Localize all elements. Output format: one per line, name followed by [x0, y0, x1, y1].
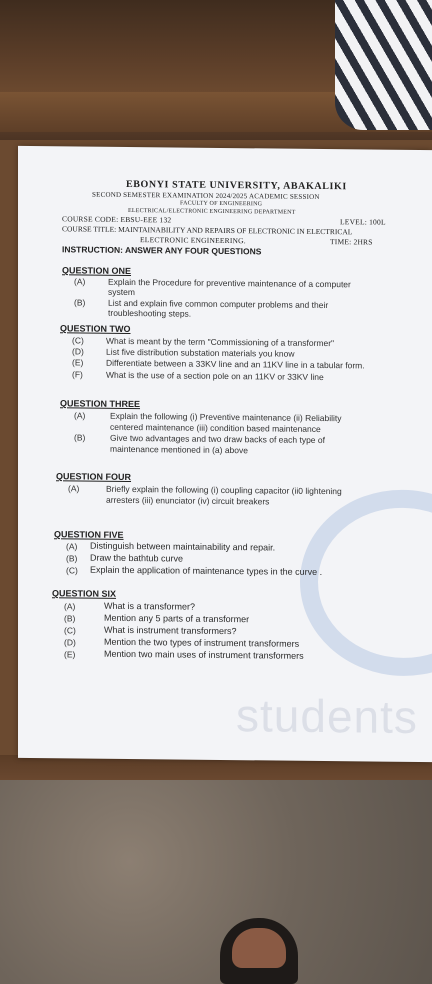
- q3-b-line2: maintenance mentioned in (a) above: [110, 443, 248, 456]
- q5-a-label: (A): [66, 541, 78, 552]
- q5-c-label: (C): [66, 565, 78, 576]
- q4-a-label: (A): [68, 483, 80, 494]
- faculty-name: FACULTY OF ENGINEERING: [180, 200, 263, 208]
- q3-b-label: (B): [74, 432, 86, 443]
- instruction: INSTRUCTION: ANSWER ANY FOUR QUESTIONS: [62, 244, 262, 257]
- q1-b-line1: List and explain five common computer problems and their: [108, 297, 329, 311]
- concrete-floor: [0, 780, 432, 984]
- q6-d-label: (D): [64, 637, 76, 648]
- q2-f-label: (F): [72, 369, 83, 380]
- q6-d-text: Mention the two types of instrument transformers: [104, 636, 300, 649]
- exam-time: TIME: 2HRS: [330, 237, 373, 247]
- question-six-title: QUESTION SIX: [52, 588, 117, 599]
- q1-a-line1: Explain the Procedure for preventive maintenance of a computer: [108, 276, 351, 290]
- question-four-title: QUESTION FOUR: [56, 471, 132, 483]
- q3-a-line1: Explain the following (i) Preventive maintenance (ii) Reliability: [110, 410, 342, 424]
- q5-a-text: Distinguish between maintainability and repair.: [90, 540, 276, 553]
- q5-c-text: Explain the application of maintenance types in the curve .: [90, 564, 323, 578]
- q2-e-text: Differentiate between a 33KV line and an 11KV line in a tabular form.: [106, 357, 365, 371]
- q2-f-text: What is the use of a section pole on an 11KV or 33KV line: [106, 369, 324, 383]
- q4-a-line1: Briefly explain the following (i) coupling capacitor (ii0 lightening: [106, 483, 342, 497]
- level: LEVEL: 100L: [340, 217, 386, 227]
- question-one-title: QUESTION ONE: [62, 265, 132, 277]
- q3-a-line2: centered maintenance (iii) condition based maintenance: [110, 421, 321, 435]
- q4-a-line2: arresters (iii) enunciator (iv) circuit breakers: [106, 494, 270, 507]
- q1-a-line2: system: [108, 286, 135, 298]
- exam-title: SECOND SEMESTER EXAMINATION 2024/2025 ACADEMIC SESSION: [92, 190, 320, 201]
- q6-b-label: (B): [64, 613, 76, 624]
- q5-b-text: Draw the bathtub curve: [90, 552, 184, 564]
- q2-d-text: List five distribution substation materials you know: [106, 346, 295, 359]
- q6-b-text: Mention any 5 parts of a transformer: [104, 612, 250, 625]
- question-three-title: QUESTION THREE: [60, 398, 141, 410]
- question-two-title: QUESTION TWO: [60, 323, 131, 335]
- q6-c-text: What is instrument transformers?: [104, 624, 237, 637]
- course-title-line1: COURSE TITLE: MAINTAINABILITY AND REPAIRS OF ELECTRONIC IN ELECTRICAL: [62, 224, 353, 237]
- course-code: COURSE CODE: EBSU-EEE 132: [62, 214, 172, 225]
- q2-d-label: (D): [72, 346, 84, 357]
- university-name: EBONYI STATE UNIVERSITY, ABAKALIKI: [126, 178, 347, 193]
- q5-b-label: (B): [66, 553, 78, 564]
- q6-e-label: (E): [64, 649, 76, 660]
- q1-b-label: (B): [74, 297, 86, 308]
- q6-c-label: (C): [64, 625, 76, 636]
- department-name: ELECTRICAL/ELECTRONIC ENGINEERING DEPARTMENT: [128, 207, 296, 216]
- q6-e-text: Mention two main uses of instrument transformers: [104, 648, 304, 661]
- question-five-title: QUESTION FIVE: [54, 529, 124, 540]
- foot: [232, 928, 286, 968]
- q6-a-label: (A): [64, 601, 76, 612]
- course-title-line2: ELECTRONIC ENGINEERING.: [140, 235, 246, 246]
- q1-b-line2: troubleshooting steps.: [108, 307, 192, 319]
- q3-b-line1: Give two advantages and two draw backs of each type of: [110, 432, 325, 446]
- exam-paper: [18, 146, 432, 762]
- q3-a-label: (A): [74, 410, 86, 421]
- striped-fabric: [335, 0, 432, 130]
- watermark-logo: [300, 489, 432, 677]
- watermark-text: students: [236, 689, 418, 744]
- q1-a-label: (A): [74, 276, 86, 287]
- q2-e-label: (E): [72, 357, 84, 368]
- q2-c-label: (C): [72, 335, 84, 346]
- q6-a-text: What is a transformer?: [104, 600, 196, 612]
- q2-c-text: What is meant by the term "Commissioning of a transformer": [106, 335, 335, 349]
